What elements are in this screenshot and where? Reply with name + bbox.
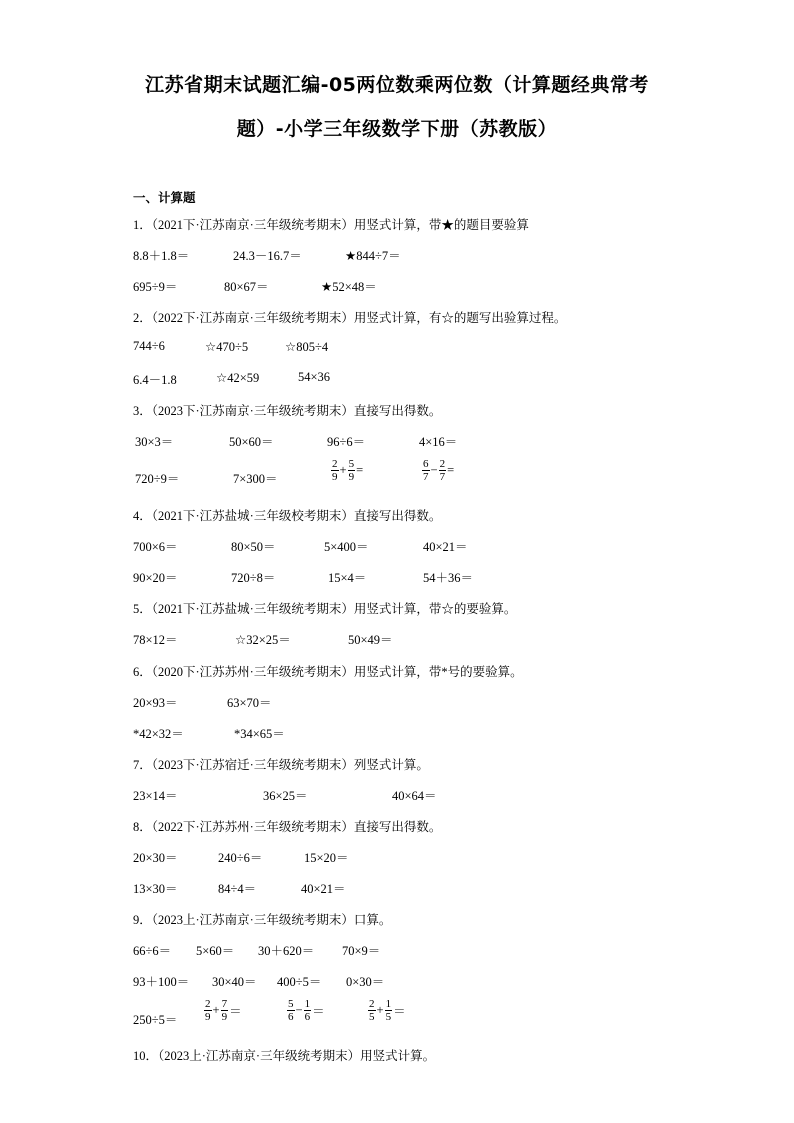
fraction: $\frac{1}{6}$ — [304, 998, 311, 1023]
q1-item: 24.3－16.7＝ — [233, 249, 302, 263]
q9-item: 30＋620＝ — [258, 944, 315, 958]
q2-item: ☆42×59 — [216, 371, 260, 385]
q3-item: 4×16＝ — [419, 435, 458, 449]
question-4-stem: 4．（2021下·江苏盐城·三年级校考期末）直接写出得数。 — [133, 509, 442, 523]
q9-item: 70×9＝ — [342, 944, 381, 958]
q1-item: 8.8＋1.8＝ — [133, 249, 190, 263]
question-3-stem: 3．（2023下·江苏南京·三年级统考期末）直接写出得数。 — [133, 404, 442, 418]
q3-item: 720÷9＝ — [135, 472, 180, 486]
q4-item: 700×6＝ — [133, 540, 178, 554]
q9-fraction-expression: $\frac{2}{5}$ + $\frac{1}{5}$ ＝ — [369, 998, 406, 1023]
question-9-stem: 9．（2023上·江苏南京·三年级统考期末）口算。 — [133, 913, 392, 927]
fraction: $\frac{5}{6}$ — [288, 998, 294, 1023]
q1-item: ★52×48＝ — [321, 280, 377, 294]
q9-item: 0×30＝ — [346, 975, 385, 989]
q9-item: 400÷5＝ — [277, 975, 322, 989]
q6-item: *42×32＝ — [133, 727, 184, 741]
fraction: $\frac{5}{9}$ — [348, 458, 355, 483]
q6-item: 20×93＝ — [133, 696, 178, 710]
q9-item: 93＋100＝ — [133, 975, 190, 989]
question-5-stem: 5．（2021下·江苏盐城·三年级统考期末）用竖式计算，带☆的要验算。 — [133, 602, 517, 616]
q8-item: 84÷4＝ — [218, 882, 257, 896]
q3-item: 50×60＝ — [229, 435, 274, 449]
document-title-line-2: 题）-小学三年级数学下册（苏教版） — [236, 118, 558, 140]
q3-item: 96÷6＝ — [327, 435, 366, 449]
q7-item: 36×25＝ — [263, 789, 308, 803]
q8-item: 40×21＝ — [301, 882, 346, 896]
q2-item: 6.4－1.8 — [133, 373, 177, 387]
q1-item: 80×67＝ — [224, 280, 269, 294]
fraction: $\frac{2}{9}$ — [332, 458, 338, 483]
q4-item: 720÷8＝ — [231, 571, 276, 585]
q4-item: 15×4＝ — [328, 571, 367, 585]
q4-item: 90×20＝ — [133, 571, 178, 585]
q2-item: ☆805÷4 — [285, 340, 329, 354]
fraction: $\frac{7}{9}$ — [221, 998, 228, 1023]
q3-item: 7×300＝ — [233, 472, 278, 486]
q9-item: 250÷5＝ — [133, 1013, 178, 1027]
q1-item: 695÷9＝ — [133, 280, 178, 294]
q3-fraction-expression: $\frac{6}{7}$ − $\frac{2}{7}$ = — [423, 458, 455, 483]
q9-fraction-expression: $\frac{2}{9}$ + $\frac{7}{9}$ ＝ — [205, 998, 242, 1023]
q2-item: 54×36 — [298, 370, 331, 384]
document-title-line-1: 江苏省期末试题汇编-05两位数乘两位数（计算题经典常考 — [145, 74, 649, 96]
question-7-stem: 7．（2023下·江苏宿迁·三年级统考期末）列竖式计算。 — [133, 758, 429, 772]
q8-item: 240÷6＝ — [218, 851, 263, 865]
fraction: $\frac{2}{5}$ — [369, 998, 375, 1023]
q3-fraction-expression: $\frac{2}{9}$ + $\frac{5}{9}$ = — [332, 458, 364, 483]
fraction: $\frac{2}{7}$ — [439, 458, 446, 483]
q4-item: 80×50＝ — [231, 540, 276, 554]
q4-item: 40×21＝ — [423, 540, 468, 554]
q4-item: 5×400＝ — [324, 540, 369, 554]
fraction: $\frac{6}{7}$ — [423, 458, 429, 483]
q5-item: 78×12＝ — [133, 633, 178, 647]
q7-item: 23×14＝ — [133, 789, 178, 803]
q2-item: 744÷6 — [133, 339, 165, 353]
q6-item: 63×70＝ — [227, 696, 272, 710]
q6-item: *34×65＝ — [234, 727, 285, 741]
q2-item: ☆470÷5 — [205, 340, 249, 354]
question-2-stem: 2．（2022下·江苏南京·三年级统考期末）用竖式计算，有☆的题写出验算过程。 — [133, 311, 567, 325]
q9-fraction-expression: $\frac{5}{6}$ − $\frac{1}{6}$ ＝ — [288, 998, 325, 1023]
q8-item: 20×30＝ — [133, 851, 178, 865]
q5-item: 50×49＝ — [348, 633, 393, 647]
q9-item: 66÷6＝ — [133, 944, 172, 958]
q5-item: ☆32×25＝ — [235, 633, 291, 647]
question-1-stem: 1．（2021下·江苏南京·三年级统考期末）用竖式计算，带★的题目要验算 — [133, 218, 529, 232]
question-8-stem: 8．（2022下·江苏苏州·三年级统考期末）直接写出得数。 — [133, 820, 442, 834]
q3-item: 30×3＝ — [135, 435, 174, 449]
q8-item: 13×30＝ — [133, 882, 178, 896]
question-6-stem: 6．（2020下·江苏苏州·三年级统考期末）用竖式计算，带*号的要验算。 — [133, 665, 523, 679]
fraction: $\frac{1}{5}$ — [385, 998, 392, 1023]
q4-item: 54＋36＝ — [423, 571, 474, 585]
q1-item: ★844÷7＝ — [345, 249, 401, 263]
fraction: $\frac{2}{9}$ — [205, 998, 211, 1023]
q9-item: 30×40＝ — [212, 975, 257, 989]
q8-item: 15×20＝ — [304, 851, 349, 865]
q9-item: 5×60＝ — [196, 944, 235, 958]
q7-item: 40×64＝ — [392, 789, 437, 803]
question-10-stem: 10．（2023上·江苏南京·三年级统考期末）用竖式计算。 — [133, 1049, 436, 1063]
section-heading: 一、计算题 — [133, 190, 196, 205]
